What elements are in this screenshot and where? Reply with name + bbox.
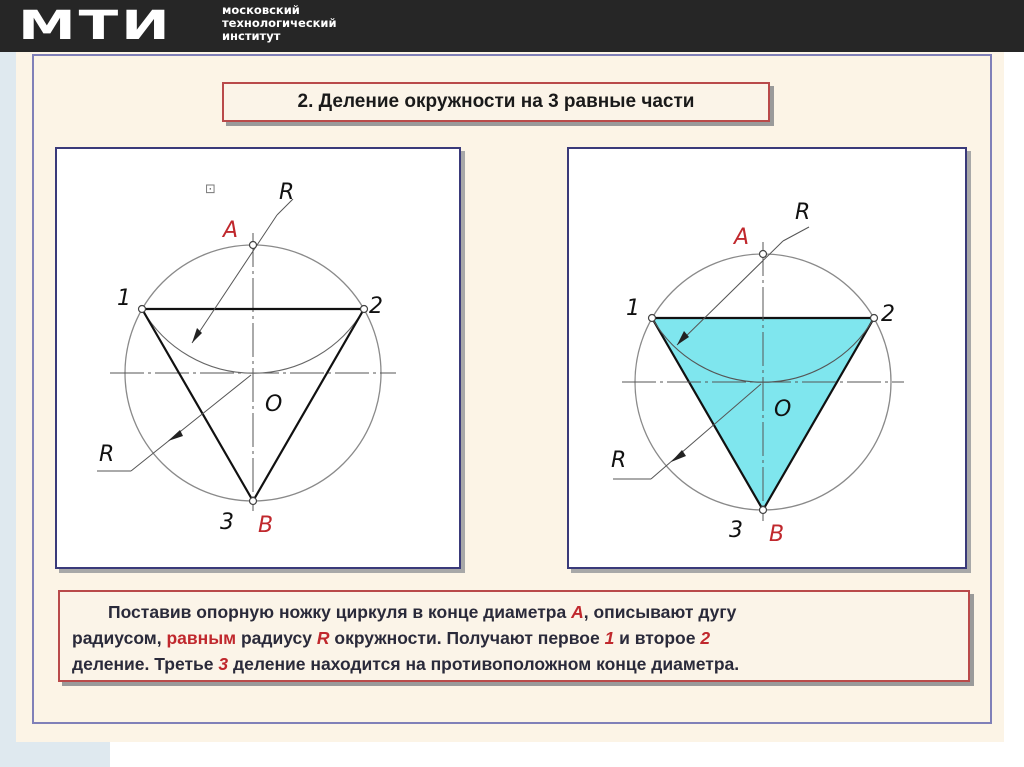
point-b-marker (250, 498, 257, 505)
point-1-marker (139, 306, 146, 313)
label-a: A (223, 218, 239, 243)
label-r-left: R (611, 448, 627, 473)
desc-text: и второе (614, 628, 701, 648)
point-2-marker (871, 315, 878, 322)
label-3: 3 (729, 518, 743, 543)
radius-arrow-left (131, 375, 251, 471)
left-edge-strip (0, 52, 16, 742)
label-a: A (734, 225, 750, 250)
desc-text: окружности. Получают первое (329, 628, 605, 648)
label-o: O (265, 392, 283, 417)
bottom-edge-strip (0, 742, 110, 767)
logo-line-2: технологический (222, 16, 337, 30)
figure-panel-right (567, 147, 967, 569)
desc-highlight-a: A (571, 602, 584, 622)
label-r-top: R (279, 180, 295, 205)
label-2: 2 (881, 302, 895, 327)
slide-title: 2. Деление окружности на 3 равные части (222, 82, 770, 122)
logo-line-1: московский (222, 3, 300, 17)
desc-text: радиусу (236, 628, 317, 648)
point-b-marker (760, 507, 767, 514)
label-1: 1 (626, 296, 640, 321)
label-b: B (258, 513, 274, 538)
logo-text (222, 4, 337, 43)
label-1: 1 (117, 286, 131, 311)
label-3: 3 (220, 510, 234, 535)
desc-highlight-r: R (316, 628, 330, 648)
description-line-2 (72, 625, 958, 651)
point-2-marker (361, 306, 368, 313)
logo-mark: МТИ (18, 3, 173, 49)
desc-text: деление находится на противоположном конце диаметра. (228, 654, 740, 674)
description-line-3 (72, 651, 958, 677)
logo-line-3: институт (222, 29, 281, 43)
desc-highlight-3: 3 (218, 654, 229, 674)
description-box (58, 590, 970, 682)
desc-text: радиусом, (72, 628, 167, 648)
point-a-marker (250, 242, 257, 249)
figure-panel-left (55, 147, 461, 569)
header-bar (0, 0, 1024, 52)
desc-text: деление. Третье (72, 654, 219, 674)
desc-text: Поставив опорную ножку циркуля в конце диаметра (108, 602, 572, 622)
small-target-icon: ⊡ (205, 182, 216, 197)
label-r-top: R (795, 200, 811, 225)
point-a-marker (760, 251, 767, 258)
desc-text: , описывают дугу (583, 602, 737, 622)
arrowhead-left (671, 450, 686, 462)
desc-highlight-2: 2 (700, 628, 711, 648)
figure-right-svg (569, 149, 965, 567)
label-2: 2 (369, 294, 383, 319)
description-line-1 (72, 599, 958, 625)
desc-highlight-1: 1 (604, 628, 615, 648)
point-1-marker (649, 315, 656, 322)
label-b: B (769, 522, 785, 547)
label-r-left: R (99, 442, 115, 467)
radius-leader-top (783, 227, 809, 241)
desc-highlight-equal: равным (166, 628, 237, 648)
arrowhead-left (168, 430, 183, 441)
figure-left-svg (57, 149, 459, 567)
label-o: O (774, 397, 792, 422)
